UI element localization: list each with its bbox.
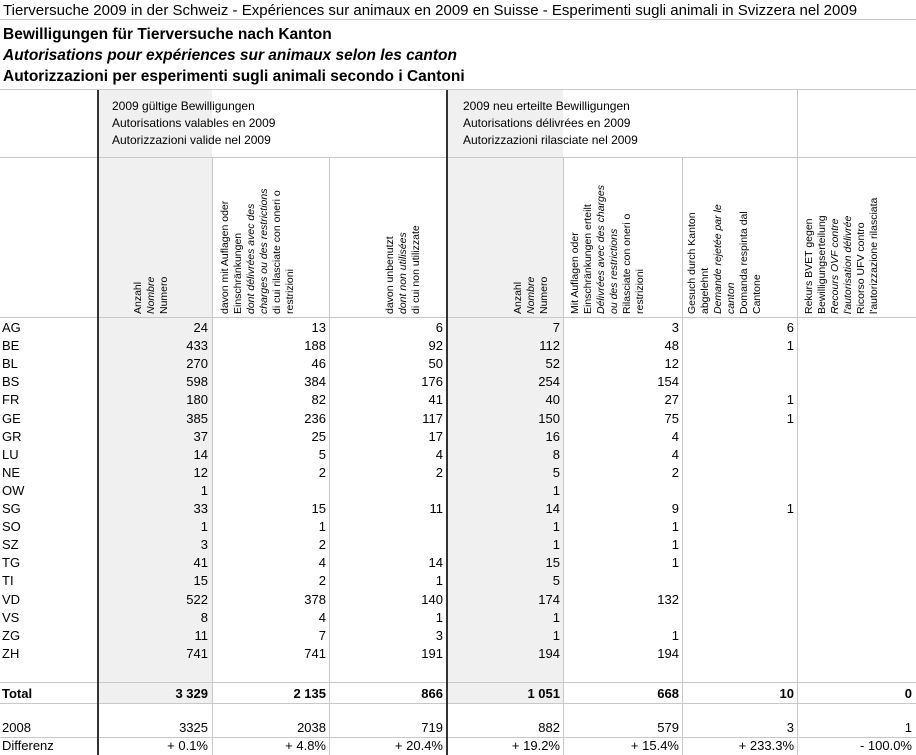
canton-label: BS (2, 374, 20, 390)
canton-label: OW (2, 482, 25, 498)
cell-value: 92 (428, 338, 443, 354)
cell-value: 4 (435, 446, 443, 462)
row-label: Differenz (2, 738, 54, 753)
group-header-new (463, 98, 638, 149)
group-valid-it: Autorizzazioni valide nel 2009 (112, 133, 271, 147)
group-valid-fr: Autorisations valables en 2009 (112, 116, 276, 130)
cell-value: 33 (193, 501, 208, 516)
cell-value: 191 (421, 645, 443, 661)
cell-value: 12 (193, 464, 208, 480)
cell-value: 8 (200, 609, 208, 625)
cell-value: 10 (779, 686, 794, 701)
cell-value: 1 (318, 519, 326, 535)
column-header-line: davon mit Auflagen oder (219, 200, 231, 314)
heading-it: Autorizzazioni per esperimenti sugli animali secondo i Cantoni (3, 68, 465, 85)
canton-label: ZG (2, 627, 21, 643)
row-label: Total (2, 686, 33, 701)
column-header-5 (686, 204, 764, 314)
column-header-1 (219, 189, 297, 314)
cell-value: 270 (186, 356, 208, 372)
canton-label: GR (2, 428, 22, 444)
cell-value: 2 (318, 464, 326, 480)
column-header-0 (132, 277, 171, 314)
cell-value: 3 329 (175, 686, 208, 701)
group-new-it: Autorizzazioni rilasciate nel 2009 (463, 133, 638, 147)
cell-value: 46 (311, 356, 326, 372)
column-header-line: Cantone (751, 274, 763, 314)
group-header-valid (112, 98, 275, 149)
canton-label: SO (2, 519, 21, 535)
cell-value: 194 (538, 645, 560, 661)
column-header-line: Mit Auflagen oder (569, 232, 581, 314)
cell-value: 1 (552, 519, 560, 535)
cell-value: 52 (545, 356, 560, 372)
column-header-line: restrizioni (634, 269, 646, 314)
canton-label: GE (2, 410, 21, 426)
cell-value: + 20.4% (394, 738, 443, 753)
page-title: Tierversuche 2009 in der Schweiz - Expériences sur animaux en 2009 en Suisse - Esperimenti sugli animali in Svizzera nel 2009 (3, 2, 858, 19)
cell-value: 3 (671, 320, 679, 335)
cell-value: 1 (786, 501, 794, 516)
column-header-line: l'autorizzazione rilasciata (868, 197, 880, 314)
column-header-3 (512, 277, 551, 314)
cell-value: 4 (671, 446, 679, 462)
cell-value: 75 (664, 410, 679, 426)
cell-value: 1 (435, 609, 443, 625)
cell-value: 4 (671, 428, 679, 444)
cell-value: + 233.3% (738, 738, 794, 753)
cell-value: 254 (538, 374, 560, 390)
cell-value: 1 (552, 627, 560, 643)
cell-value: 40 (545, 392, 560, 408)
cell-value: 14 (193, 446, 208, 462)
cell-value: + 4.8% (285, 738, 326, 753)
canton-label: VD (2, 591, 21, 607)
cell-value: 1 (904, 720, 912, 735)
cell-value: 154 (657, 374, 679, 390)
cell-value: 6 (786, 320, 794, 335)
cell-value: 2 (435, 464, 443, 480)
column-header-line: ou des restrictions (608, 228, 620, 314)
cell-value: 579 (657, 720, 679, 735)
cell-value: 1 (435, 573, 443, 589)
column-header-line: davon unbenutzt (384, 236, 396, 314)
cell-value: 2 135 (293, 686, 326, 701)
cell-value: 1 (552, 609, 560, 625)
cell-value: 16 (545, 428, 560, 444)
column-header-line: Gesuch durch Kanton (686, 212, 698, 314)
cell-value: 140 (421, 591, 443, 607)
cell-value: 5 (552, 573, 560, 589)
canton-label: SG (2, 501, 21, 516)
cell-value: 37 (193, 428, 208, 444)
group-new-de: 2009 neu erteilte Bewilligungen (463, 99, 630, 113)
cell-value: 4 (318, 609, 326, 625)
cell-value: 5 (318, 446, 326, 462)
cell-value: 12 (664, 356, 679, 372)
cell-value: 719 (421, 720, 443, 735)
cell-value: 598 (186, 374, 208, 390)
cell-value: 236 (304, 410, 326, 426)
cell-value: 14 (428, 555, 443, 571)
column-header-line: restrizioni (284, 269, 296, 314)
column-header-line: Domanda respinta dal (738, 211, 750, 314)
cell-value: 668 (657, 686, 679, 701)
column-header-line: di cui non utilizzate (410, 225, 422, 314)
column-header-line: Rekurs BVET gegen (803, 218, 815, 314)
cell-value: 2 (671, 464, 679, 480)
column-header-line: Ricorso UFV contro (855, 222, 867, 314)
cell-value: 378 (304, 591, 326, 607)
cell-value: 15 (311, 501, 326, 516)
column-header-line: Anzahl (132, 281, 144, 314)
cell-value: + 0.1% (167, 738, 208, 753)
cell-value: 27 (664, 392, 679, 408)
cell-value: 2 (318, 573, 326, 589)
cell-value: 1 (552, 482, 560, 498)
cell-value: 11 (429, 501, 443, 516)
cell-value: 180 (186, 392, 208, 408)
cell-value: 741 (186, 645, 208, 661)
cell-value: 0 (904, 686, 912, 701)
canton-label: VS (2, 609, 20, 625)
column-header-line: Bewilligungserteilung (816, 215, 828, 314)
canton-label: LU (2, 446, 19, 462)
cell-value: 1 (200, 482, 208, 498)
cell-value: 15 (193, 573, 208, 589)
canton-label: TI (2, 573, 14, 589)
column-header-6 (803, 198, 881, 314)
cell-value: + 15.4% (630, 738, 679, 753)
cell-value: 2 (318, 537, 326, 553)
cell-value: 14 (545, 501, 560, 516)
cell-value: 1 (552, 537, 560, 553)
cell-value: 1 (671, 555, 679, 571)
cell-value: 13 (311, 320, 326, 335)
canton-label: ZH (2, 645, 20, 661)
cell-value: 433 (186, 338, 208, 354)
cell-value: 866 (421, 686, 443, 701)
cell-value: - 100.0% (859, 738, 912, 753)
cell-value: 3 (200, 537, 208, 553)
canton-label: TG (2, 555, 21, 571)
column-header-4 (569, 185, 647, 314)
cell-value: 1 (200, 519, 208, 535)
cell-value: 384 (304, 374, 326, 390)
cell-value: 3 (435, 627, 443, 643)
column-header-line: Einschränkungen (232, 232, 244, 314)
cell-value: 5 (552, 464, 560, 480)
column-header-line: canton (725, 282, 737, 314)
cell-value: 7 (318, 627, 326, 643)
cell-value: 1 (786, 392, 794, 408)
cell-value: 3 (786, 720, 794, 735)
column-header-line: l'autorisation délivrée (842, 215, 854, 314)
cell-value: + 19.2% (511, 738, 560, 753)
cell-value: 82 (311, 392, 326, 408)
group-valid-de: 2009 gültige Bewilligungen (112, 99, 255, 113)
cell-value: 174 (538, 591, 560, 607)
cell-value: 117 (422, 410, 443, 426)
cell-value: 522 (186, 591, 208, 607)
cell-value: 1 (671, 627, 679, 643)
column-header-line: abgelehnt (699, 267, 711, 314)
cell-value: 176 (421, 374, 443, 390)
cell-value: 1 (786, 410, 794, 426)
cell-value: 15 (545, 555, 560, 571)
cell-value: 385 (186, 410, 208, 426)
canton-label: SZ (2, 537, 19, 553)
column-header-2 (384, 225, 423, 314)
cell-value: 1 (671, 537, 679, 553)
column-header-line: Délivrées avec des charges (595, 185, 607, 314)
canton-label: AG (2, 320, 21, 335)
cell-value: 194 (657, 645, 679, 661)
column-header-line: charges ou des restrictions (258, 188, 270, 314)
cell-value: 4 (318, 555, 326, 571)
cell-value: 741 (304, 645, 326, 661)
canton-label: BL (2, 356, 18, 372)
column-header-line: Numero (158, 276, 170, 314)
cell-value: 3325 (179, 720, 208, 735)
heading-fr: Autorisations pour expériences sur animaux selon les canton (3, 47, 457, 64)
column-header-line: Demande rejetée par le (712, 204, 724, 314)
cell-value: 150 (538, 410, 560, 426)
cell-value: 9 (671, 501, 679, 516)
column-header-line: Nombre (145, 276, 157, 314)
cell-value: 1 (786, 338, 794, 354)
cell-value: 7 (552, 320, 560, 335)
column-header-line: Anzahl (512, 281, 524, 314)
cell-value: 1 (671, 519, 679, 535)
cell-value: 48 (664, 338, 679, 354)
cell-value: 11 (194, 627, 208, 643)
column-header-line: Recours OVF contre (829, 218, 841, 314)
column-header-line: Einschränkungen erteilt (582, 204, 594, 314)
column-header-line: Nombre (525, 276, 537, 314)
canton-label: FR (2, 392, 20, 408)
cell-value: 25 (311, 428, 326, 444)
canton-label: NE (2, 464, 21, 480)
column-header-line: di cui rilasciate con oneri o (271, 190, 283, 314)
row-label: 2008 (2, 720, 31, 735)
cell-value: 6 (435, 320, 443, 335)
cell-value: 1 051 (527, 686, 560, 701)
column-header-line: dont délivrées avec des (245, 203, 257, 314)
cell-value: 24 (193, 320, 208, 335)
cell-value: 41 (193, 555, 208, 571)
cell-value: 8 (552, 446, 560, 462)
cell-value: 50 (428, 356, 443, 372)
cell-value: 132 (657, 591, 679, 607)
heading-de: Bewilligungen für Tierversuche nach Kanton (3, 26, 332, 43)
cell-value: 41 (428, 392, 443, 408)
column-header-line: Numero (538, 276, 550, 314)
cell-value: 188 (304, 338, 326, 354)
cell-value: 112 (539, 338, 560, 354)
group-new-fr: Autorisations délivrées en 2009 (463, 116, 631, 130)
canton-label: BE (2, 338, 20, 354)
column-header-line: dont non utilisées (397, 232, 409, 314)
cell-value: 2038 (297, 720, 326, 735)
cell-value: 17 (428, 428, 443, 444)
cell-value: 882 (538, 720, 560, 735)
column-header-line: Rilasciate con oneri o (621, 213, 633, 314)
